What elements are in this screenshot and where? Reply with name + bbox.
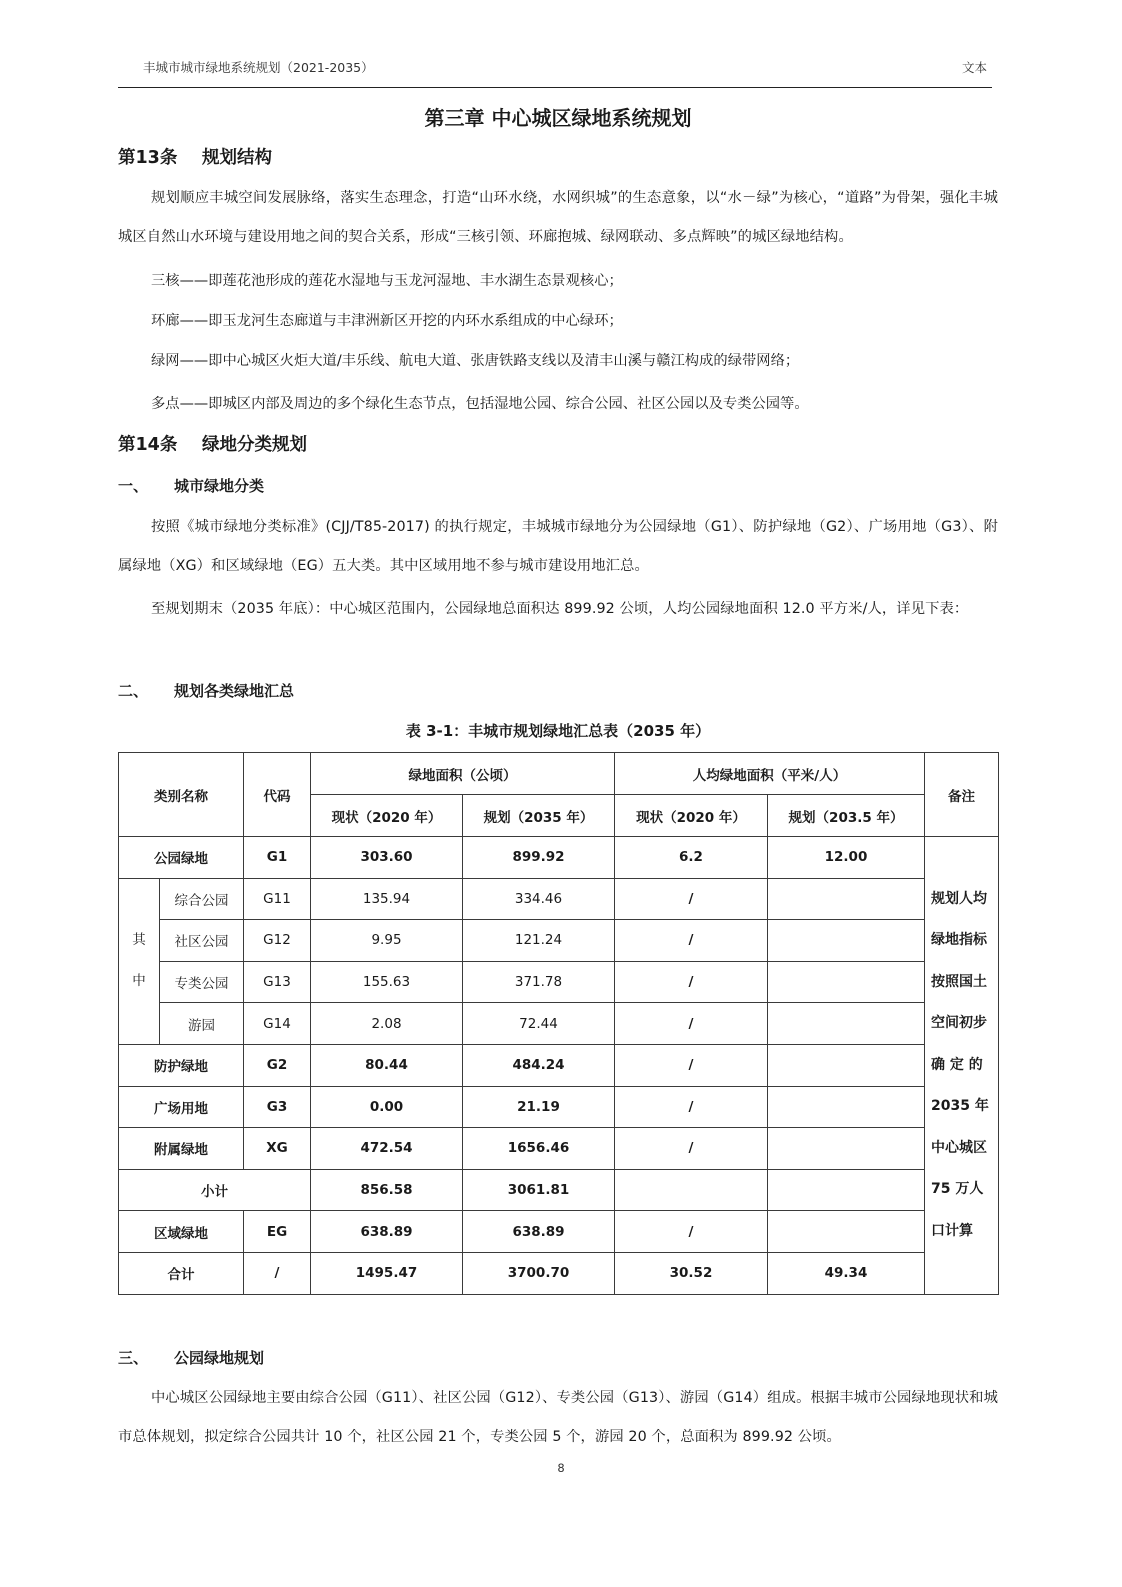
header-per-capita: 人均绿地面积（平米/人）: [615, 753, 925, 795]
table-row-subtotal: [119, 1169, 999, 1211]
category-cell: 小计: [119, 1169, 311, 1211]
value-cell: 2.08: [311, 1003, 463, 1045]
category-cell: 附属绿地: [119, 1128, 244, 1170]
header-area: 绿地面积（公顷）: [311, 753, 615, 795]
table-row: [119, 920, 999, 962]
code-cell: G1: [244, 837, 311, 879]
structure-item-points: 多点——即城区内部及周边的多个绿化生态节点，包括湿地公园、综合公园、社区公园以及专类公园等。: [151, 396, 809, 412]
code-cell: G3: [244, 1086, 311, 1128]
code-cell: EG: [244, 1211, 311, 1253]
value-cell: /: [615, 1211, 768, 1253]
value-cell: 21.19: [463, 1086, 615, 1128]
value-cell: 49.34: [768, 1252, 925, 1294]
value-cell: 334.46: [463, 878, 615, 920]
value-cell: 3700.70: [463, 1252, 615, 1294]
value-cell: 30.52: [615, 1252, 768, 1294]
qizhong-cell: [119, 878, 160, 1044]
structure-item-ring: 环廊——即玉龙河生态廊道与丰津洲新区开挖的内环水系组成的中心绿环；: [151, 313, 623, 329]
value-cell: 9.95: [311, 920, 463, 962]
value-cell: /: [615, 1128, 768, 1170]
article-title: 规划结构: [202, 148, 272, 168]
value-cell: 72.44: [463, 1003, 615, 1045]
header-code: 代码: [244, 753, 311, 837]
code-cell: G14: [244, 1003, 311, 1045]
table-caption: 表 3-1：丰城市规划绿地汇总表（2035 年）: [405, 722, 711, 740]
section-title: 城市绿地分类: [174, 477, 265, 495]
section-number: 三、: [118, 1349, 149, 1367]
header-remark: 备注: [925, 753, 999, 837]
header-area-plan: 规划（2035 年）: [463, 795, 615, 837]
value-cell: 121.24: [463, 920, 615, 962]
park-plan-paragraph: 中心城区公园绿地主要由综合公园（G11）、社区公园（G12）、专类公园（G13）、游园（G14）组成。根据丰城市公园绿地现状和城市总体规划，拟定综合公园共计 10 个，社区公园 21 个，专类公园 5 个，游园 20 个，总面积为 899.92 公顷。: [118, 1390, 998, 1445]
value-cell: [768, 1086, 925, 1128]
section-2-heading: [118, 679, 294, 703]
page-number: 8: [557, 1461, 565, 1475]
remark-line: 中心城区: [931, 1139, 987, 1156]
article-number: 第13条: [118, 148, 178, 168]
value-cell: /: [615, 961, 768, 1003]
value-cell: /: [615, 1003, 768, 1045]
value-cell: [768, 1044, 925, 1086]
table-row: [119, 1044, 999, 1086]
category-cell: 综合公园: [160, 878, 244, 920]
value-cell: [768, 1003, 925, 1045]
table-row: [119, 837, 999, 879]
value-cell: [768, 1128, 925, 1170]
value-cell: /: [615, 1044, 768, 1086]
table-row: [119, 1003, 999, 1045]
value-cell: /: [615, 920, 768, 962]
code-cell: G2: [244, 1044, 311, 1086]
remark-line: 75 万人: [931, 1181, 984, 1198]
value-cell: 0.00: [311, 1086, 463, 1128]
section-title: 公园绿地规划: [174, 1349, 265, 1367]
value-cell: 1656.46: [463, 1128, 615, 1170]
value-cell: 80.44: [311, 1044, 463, 1086]
value-cell: [768, 1211, 925, 1253]
remark-cell: [925, 837, 999, 1295]
header-area-current: 现状（2020 年）: [311, 795, 463, 837]
section-title: 规划各类绿地汇总: [174, 682, 295, 700]
structure-item-network: 绿网——即中心城区火炬大道/丰乐线、航电大道、张唐铁路支线以及清丰山溪与赣江构成的绿带网络；: [151, 353, 800, 369]
code-cell: /: [244, 1252, 311, 1294]
category-cell: 广场用地: [119, 1086, 244, 1128]
code-cell: G11: [244, 878, 311, 920]
remark-line: 绿地指标: [931, 932, 987, 949]
value-cell: 638.89: [463, 1211, 615, 1253]
value-cell: /: [615, 1086, 768, 1128]
section-number: 二、: [118, 682, 149, 700]
value-cell: 472.54: [311, 1128, 463, 1170]
header-pc-plan: 规划（203.5 年）: [768, 795, 925, 837]
value-cell: 303.60: [311, 837, 463, 879]
section-number: 一、: [118, 477, 149, 495]
value-cell: [768, 961, 925, 1003]
value-cell: 899.92: [463, 837, 615, 879]
category-cell: 区域绿地: [119, 1211, 244, 1253]
remark-line: 规划人均: [931, 890, 987, 907]
value-cell: 856.58: [311, 1169, 463, 1211]
value-cell: 1495.47: [311, 1252, 463, 1294]
article-13-heading: [118, 145, 272, 171]
section-3-heading: [118, 1346, 264, 1370]
code-cell: G13: [244, 961, 311, 1003]
target-paragraph: 至规划期末（2035 年底）：中心城区范围内，公园绿地总面积达 899.92 公顷，人均公园绿地面积 12.0 平方米/人，详见下表：: [151, 601, 969, 617]
value-cell: 484.24: [463, 1044, 615, 1086]
table-header-row: [119, 753, 999, 795]
category-cell: 社区公园: [160, 920, 244, 962]
value-cell: 135.94: [311, 878, 463, 920]
value-cell: 6.2: [615, 837, 768, 879]
header-rule: [118, 87, 992, 88]
table-row: [119, 1086, 999, 1128]
value-cell: 155.63: [311, 961, 463, 1003]
remark-line: 按照国土: [931, 973, 987, 990]
header-doc-type: 文本: [962, 60, 988, 75]
value-cell: [615, 1169, 768, 1211]
qizhong-char: 其: [132, 931, 146, 948]
category-cell: 游园: [160, 1003, 244, 1045]
header-category: 类别名称: [119, 753, 244, 837]
value-cell: 638.89: [311, 1211, 463, 1253]
article-13-intro: 规划顺应丰城空间发展脉络，落实生态理念，打造“山环水绕，水网织城”的生态意象，以“水－绿”为核心，“道路”为骨架，强化丰城城区自然山水环境与建设用地之间的契合关系，形成“三核引领、环廊抱城、绿网联动、多点辉映”的城区绿地结构。: [118, 190, 998, 245]
code-cell: XG: [244, 1128, 311, 1170]
remark-line: 确 定 的: [931, 1056, 983, 1073]
article-14-heading: [118, 432, 307, 458]
table-row-total: [119, 1252, 999, 1294]
value-cell: /: [615, 878, 768, 920]
classification-paragraph: 按照《城市绿地分类标准》(CJJ/T85-2017) 的执行规定，丰城城市绿地分为公园绿地（G1）、防护绿地（G2）、广场用地（G3）、附属绿地（XG）和区域绿地（EG）五大类。其中区域用地不参与城市建设用地汇总。: [118, 519, 998, 574]
table-row: [119, 1211, 999, 1253]
category-cell: 防护绿地: [119, 1044, 244, 1086]
category-cell: 合计: [119, 1252, 244, 1294]
article-number: 第14条: [118, 435, 178, 455]
remark-line: 2035 年: [931, 1098, 989, 1115]
value-cell: [768, 920, 925, 962]
value-cell: 12.00: [768, 837, 925, 879]
table-row: [119, 961, 999, 1003]
section-1-heading: [118, 474, 264, 498]
green-space-summary-table: [118, 752, 999, 1295]
value-cell: [768, 878, 925, 920]
remark-line: 口计算: [931, 1222, 973, 1239]
header-pc-current: 现状（2020 年）: [615, 795, 768, 837]
category-cell: 公园绿地: [119, 837, 244, 879]
qizhong-char: 中: [132, 973, 146, 990]
category-cell: 专类公园: [160, 961, 244, 1003]
article-title: 绿地分类规划: [202, 435, 307, 455]
value-cell: 371.78: [463, 961, 615, 1003]
structure-item-core: 三核——即莲花池形成的莲花水湿地与玉龙河湿地、丰水湖生态景观核心；: [151, 273, 623, 289]
table-row: [119, 878, 999, 920]
code-cell: G12: [244, 920, 311, 962]
remark-line: 空间初步: [931, 1015, 987, 1032]
header-doc-title: 丰城市城市绿地系统规划（2021-2035）: [143, 60, 374, 75]
value-cell: [768, 1169, 925, 1211]
table-row: [119, 1128, 999, 1170]
chapter-title: 第三章 中心城区绿地系统规划: [424, 106, 692, 130]
value-cell: 3061.81: [463, 1169, 615, 1211]
